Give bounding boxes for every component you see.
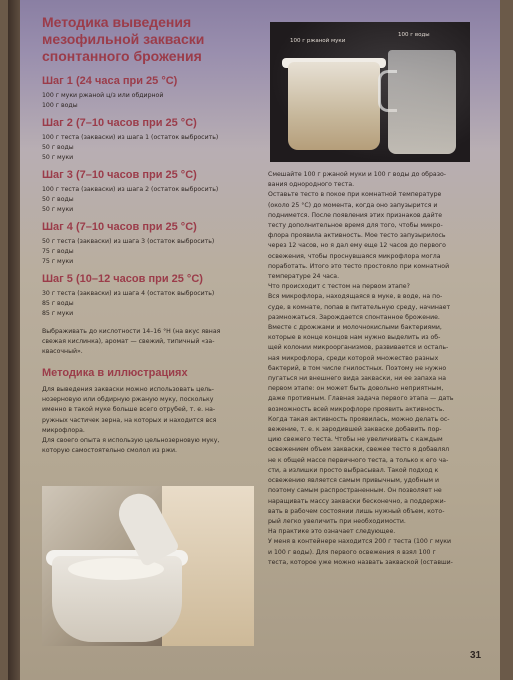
text-line: Для выведения закваски можно использовать цель- [42, 386, 214, 393]
title-line: Методика выведения [42, 14, 192, 30]
text-line: У меня в контейнере находится 200 г теста (100 г муки [268, 538, 452, 546]
text-line: Оставьте тесто в покое при комнатной температуре [268, 191, 442, 199]
flour-water-photo [270, 22, 470, 162]
text-line: которые в конце концов нам нужно выделить из об- [268, 334, 441, 342]
text-line: через 12 часов, но я дал ему еще 12 часов до первого [268, 242, 446, 250]
step-line: 100 г теста (закваски) из шага 1 (остаток выбросить) [42, 134, 219, 141]
left-column [42, 8, 254, 456]
step-line: 75 г муки [42, 258, 74, 265]
text-line: нозерновую или обдирную ржаную муку, поскольку [42, 396, 214, 404]
step-heading: Шаг 3 (7–10 часов при 25 °С) [42, 169, 197, 181]
text-line: первом этапе: он может быть довольно неприятным, [268, 385, 444, 393]
text-line: Что происходит с тестом на первом этапе? [268, 283, 410, 291]
book-spine [8, 0, 20, 680]
text-line: рый легко увеличить при необходимости. [268, 517, 406, 525]
text-line: поднимется. После появления этих признаков дайте [268, 211, 443, 219]
step-line: 50 г воды [42, 144, 74, 151]
text-line: именно в такой муке больше всего отрубей, т. е. на- [42, 406, 216, 414]
step-line: 100 г теста (закваски) из шага 2 (остаток выбросить) [42, 186, 219, 193]
step-heading: Шаг 1 (24 часа при 25 °С) [42, 75, 178, 87]
note-line: свежая кислинка), аромат — свежий, типичный «за- [42, 338, 215, 345]
text-line: температуре 24 часа. [268, 273, 340, 281]
step-5 [42, 273, 254, 319]
step-line: 75 г воды [42, 248, 74, 255]
text-line: теста, которое уже можно назвать закваской (оставши- [268, 558, 453, 566]
step-heading: Шаг 5 (10–12 часов при 25 °С) [42, 273, 203, 285]
book-page [8, 0, 500, 680]
text-line: тесту дополнительное время для того, чтобы микро- [268, 222, 443, 230]
text-line: ная микрофлора, среди которой множество разных [268, 354, 439, 362]
text-line: флора проявила активность. Мое тесто запузырилось [268, 232, 446, 240]
title-line: мезофильной закваски [42, 31, 205, 47]
step-heading: Шаг 2 (7–10 часов при 25 °С) [42, 117, 197, 129]
text-line: которую самостоятельно смолол из ржи. [42, 447, 177, 455]
flour-pouring-photo [42, 486, 254, 646]
step-line: 85 г воды [42, 300, 74, 307]
section-text [42, 385, 254, 456]
note-line: квасочный». [42, 348, 83, 355]
text-line: сти, а излишки просто выбрасывал. Такой подход к [268, 466, 439, 474]
text-line: освежению является самым привычным, удобным и [268, 477, 440, 485]
after-steps-note [42, 327, 254, 357]
text-line: На практике это означает следующее. [268, 528, 396, 536]
text-line: бактерий, в том числе гнилостных. Поэтому не нужно [268, 364, 447, 372]
note-line: Выбраживать до кислотности 14–16 °Н (на вкус явная [42, 328, 221, 335]
text-line: освежением объем закваски, свежее тесто я добавлял [268, 446, 450, 454]
step-2 [42, 117, 254, 163]
text-line: и 100 г воды). Для первого освежения я взял 100 г [268, 548, 436, 556]
section-heading: Методика в иллюстрациях [42, 367, 188, 379]
step-line: 50 г теста (закваски) из шага 3 (остаток выбросить) [42, 238, 215, 245]
text-line: суде, в комнате, попав в питательную среду, начинает [268, 303, 451, 311]
text-line: Для своего опыта я использую цельнозерновую муку, [42, 437, 220, 445]
text-line: Смешайте 100 г ржаной муки и 100 г воды до образо- [268, 171, 447, 178]
text-line: цию свежего теста. Чтобы не увеличивать с каждым [268, 436, 443, 444]
step-line: 30 г теста (закваски) из шага 4 (остаток выбросить) [42, 290, 215, 297]
text-line: (около 25 °С) до момента, когда оно запузырится и [268, 201, 438, 209]
page-number: 31 [470, 650, 482, 661]
step-line: 100 г муки ржаной ц/з или обдирной [42, 92, 164, 99]
step-line: 85 г муки [42, 310, 74, 317]
title-line: спонтанного брожения [42, 48, 202, 64]
step-line: 100 г воды [42, 102, 78, 109]
step-line: 50 г муки [42, 154, 74, 161]
text-line: пугаться ни внешнего вида закваски, ни ее запаха на [268, 375, 446, 383]
text-line: размножаться. Зарождается спонтанное брожение. [268, 313, 440, 321]
text-line: поработать. Итого это тесто простояло при комнатной [268, 262, 450, 270]
text-line: Когда такая активность проявилась, можно делать ос- [268, 415, 450, 423]
text-line: не к общей массе первичного теста, а только к его ча- [268, 456, 449, 464]
step-heading: Шаг 4 (7–10 часов при 25 °С) [42, 221, 197, 233]
text-line: щей колонии микроорганизмов, развивается и осталь- [268, 344, 449, 352]
text-line: наращивать массу закваски бесконечно, а поддержи- [268, 497, 446, 505]
page-title [42, 14, 254, 65]
text-line: вания однородного теста. [268, 181, 355, 189]
step-3 [42, 169, 254, 215]
photo-label-water: 100 г воды [398, 32, 430, 38]
right-column [268, 170, 490, 568]
photo-label-flour: 100 г ржаной муки [290, 38, 346, 44]
text-line: ружных частичек зерна, на которых и находится вся [42, 416, 217, 424]
flour-container [288, 62, 380, 150]
text-line: вежение, т. е. к зародившей закваске добавить пор- [268, 426, 442, 434]
measuring-cup [388, 50, 456, 154]
text-line: поэтому самым распространенным. Он позволяет не [268, 487, 442, 495]
text-line: вать в рабочем состоянии лишь нужный объем, кото- [268, 507, 445, 515]
step-line: 50 г воды [42, 196, 74, 203]
text-line: освежения, чтобы проснувшаяся микрофлора могла [268, 252, 441, 260]
step-line: 50 г муки [42, 206, 74, 213]
text-line: возможность всей микрофлоре проявить активность. [268, 405, 445, 413]
text-line: даже противным. Главная задача первого этапа — дать [268, 395, 454, 403]
text-line: Вся микрофлора, находящаяся в муке, в воде, на по- [268, 293, 443, 301]
text-line: микрофлора. [42, 426, 85, 434]
text-line: Вместе с дрожжами и молочнокислыми бактериями, [268, 324, 442, 332]
step-1 [42, 75, 254, 111]
step-4 [42, 221, 254, 267]
